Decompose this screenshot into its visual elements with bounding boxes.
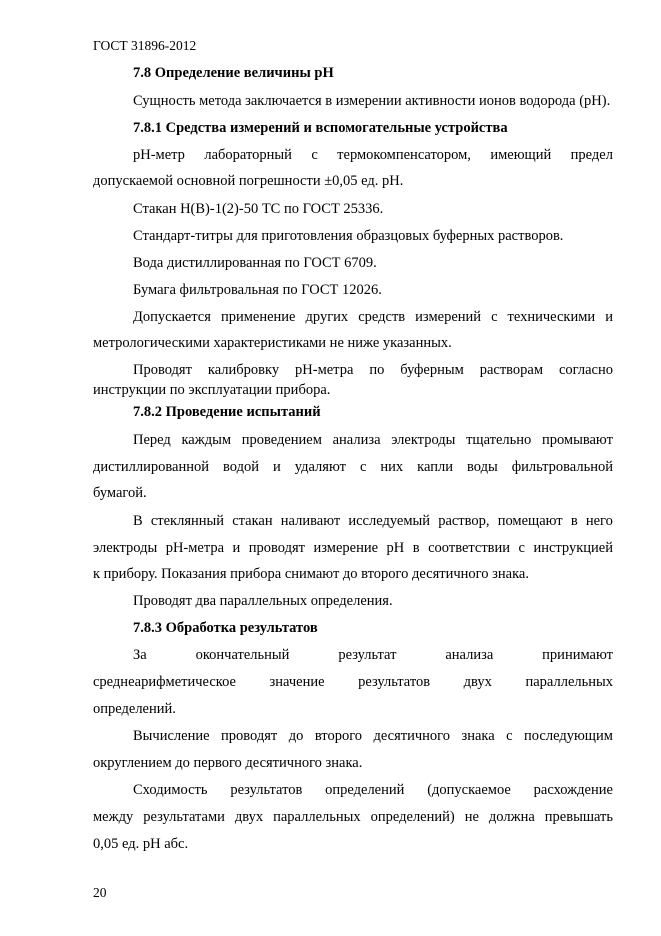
section-heading: 7.8 Определение величины pH — [133, 65, 334, 81]
word: лабораторный — [204, 147, 292, 163]
word: помещают — [497, 513, 563, 529]
word: него — [585, 513, 613, 529]
text-line: к прибору. Показания прибора снимают до второго десятичного знака. — [93, 566, 529, 582]
word: дистиллированной — [93, 459, 210, 475]
text-line — [93, 541, 613, 556]
word: pH-метр — [133, 147, 185, 163]
word: последующим — [524, 728, 613, 744]
word: предел — [570, 147, 613, 163]
text-line: допускаемой основной погрешности ±0,05 ед. pH. — [93, 173, 404, 189]
text-line: Стакан Н(В)-1(2)-50 ТС по ГОСТ 25336. — [133, 201, 384, 217]
word: применение — [220, 309, 296, 325]
word: определений) — [370, 809, 455, 825]
text-line — [133, 648, 613, 663]
word: в — [412, 540, 420, 556]
word: pH-метра — [165, 540, 225, 556]
word: pH-метра — [295, 362, 354, 378]
word: промывают — [541, 432, 613, 448]
word: буферным — [400, 362, 464, 378]
word: превышать — [544, 809, 613, 825]
word: водой — [223, 459, 259, 475]
word: техническими — [507, 309, 596, 325]
word: по — [369, 362, 385, 378]
word: определений — [325, 782, 405, 798]
word: и — [273, 459, 281, 475]
word: значение — [269, 674, 325, 690]
word: pH — [386, 540, 405, 556]
word: среднеарифметическое — [93, 674, 236, 690]
word: измерение — [313, 540, 379, 556]
word: знака — [461, 728, 495, 744]
word: и — [605, 309, 613, 325]
word: результатами — [143, 809, 225, 825]
word: стакан — [232, 513, 273, 529]
word: удаляют — [294, 459, 346, 475]
text-line: инструкции по эксплуатации прибора. — [93, 382, 331, 398]
word: не — [464, 809, 479, 825]
text-line — [133, 363, 613, 378]
word: Перед — [133, 432, 171, 448]
word: (допускаемое — [427, 782, 511, 798]
word: параллельных — [525, 674, 613, 690]
word: между — [93, 809, 134, 825]
word: с — [518, 540, 525, 556]
word: фильтровальной — [511, 459, 613, 475]
text-line — [133, 148, 613, 163]
text-line: Сущность метода заключается в измерении активности ионов водорода (pH). — [133, 93, 611, 109]
text-line — [93, 810, 613, 825]
word: соответствии — [428, 540, 511, 556]
word: капли — [417, 459, 453, 475]
word: Сходимость — [133, 782, 208, 798]
word: с — [491, 309, 498, 325]
word: инструкцией — [533, 540, 613, 556]
standard-header: ГОСТ 31896-2012 — [93, 38, 197, 53]
word: анализа — [445, 647, 494, 663]
word: наливают — [280, 513, 341, 529]
word: в — [570, 513, 578, 529]
word: двух — [463, 674, 492, 690]
word: средств — [358, 309, 406, 325]
word: стеклянный — [150, 513, 225, 529]
word: тщательно — [466, 432, 532, 448]
word: результатов — [358, 674, 431, 690]
text-line: определений. — [93, 701, 176, 717]
word: За — [133, 647, 147, 663]
text-line: Проводят два параллельных определения. — [133, 593, 393, 609]
word: воды — [466, 459, 498, 475]
word: до — [288, 728, 304, 744]
word: измерений — [415, 309, 482, 325]
subsection-heading: 7.8.1 Средства измерений и вспомогательные устройства — [133, 120, 508, 136]
word: В — [133, 513, 143, 529]
word: параллельных — [273, 809, 361, 825]
text-line — [133, 729, 613, 744]
word: и — [232, 540, 241, 556]
text-line — [133, 433, 613, 448]
text-line — [93, 460, 613, 475]
word: термокомпенсатором, — [337, 147, 471, 163]
word: результат — [338, 647, 397, 663]
word: растворам — [479, 362, 544, 378]
word: Допускается — [133, 309, 211, 325]
word: проводят — [248, 540, 306, 556]
text-line: бумагой. — [93, 485, 147, 501]
word: других — [305, 309, 349, 325]
word: принимают — [542, 647, 613, 663]
word: двух — [234, 809, 264, 825]
text-line: Бумага фильтровальная по ГОСТ 12026. — [133, 282, 382, 298]
word: калибровку — [207, 362, 280, 378]
text-line — [133, 783, 613, 798]
word: них — [380, 459, 404, 475]
word: окончательный — [195, 647, 290, 663]
text-line — [133, 514, 613, 529]
subsection-heading: 7.8.2 Проведение испытаний — [133, 404, 321, 420]
text-line: Вода дистиллированная по ГОСТ 6709. — [133, 255, 377, 271]
word: имеющий — [490, 147, 552, 163]
word: с — [506, 728, 513, 744]
word: результатов — [230, 782, 303, 798]
word: анализа — [332, 432, 381, 448]
word: согласно — [558, 362, 613, 378]
word: электроды — [391, 432, 456, 448]
word: проводят — [221, 728, 278, 744]
word: десятичного — [373, 728, 451, 744]
word: проведением — [241, 432, 322, 448]
word: должна — [488, 809, 535, 825]
word: Проводят — [133, 362, 192, 378]
text-line — [133, 310, 613, 325]
text-line: метрологическими характеристиками не ниже указанных. — [93, 335, 452, 351]
word: исследуемый — [348, 513, 431, 529]
page-number: 20 — [93, 885, 107, 900]
text-line: 0,05 ед. pH абс. — [93, 836, 189, 852]
text-line — [93, 675, 613, 690]
text-line: округлением до первого десятичного знака. — [93, 755, 363, 771]
text-line: Стандарт-титры для приготовления образцовых буферных растворов. — [133, 228, 564, 244]
word: электроды — [93, 540, 158, 556]
word: расхождение — [533, 782, 613, 798]
word: раствор, — [438, 513, 490, 529]
subsection-heading: 7.8.3 Обработка результатов — [133, 620, 318, 636]
word: с — [311, 147, 318, 163]
word: каждым — [181, 432, 232, 448]
word: с — [359, 459, 367, 475]
word: Вычисление — [133, 728, 210, 744]
word: второго — [314, 728, 363, 744]
